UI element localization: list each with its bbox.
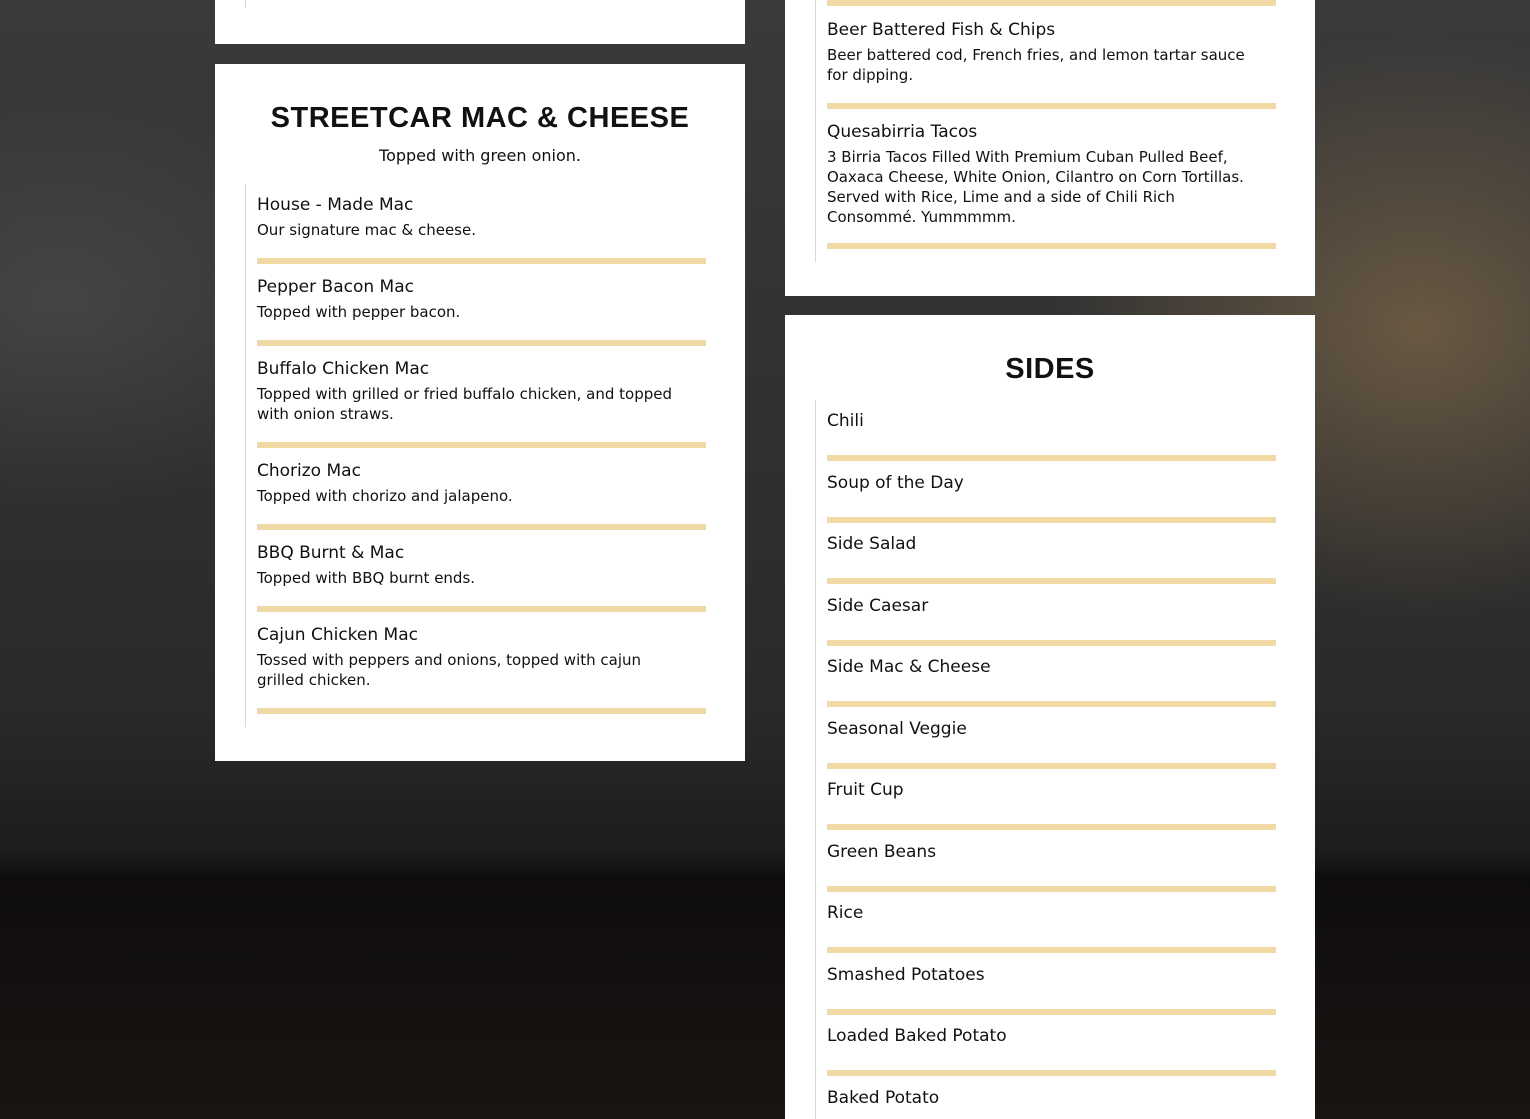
sides-card: [785, 315, 1315, 1119]
menu-item-list: [815, 0, 1275, 262]
previous-menu-card: [215, 0, 745, 44]
item-divider: [257, 524, 706, 530]
menu-item-name: Seasonal Veggie: [827, 718, 967, 739]
menu-item: [816, 646, 1275, 708]
menu-item: [816, 1077, 1275, 1117]
menu-item-name: Buffalo Chicken Mac: [257, 359, 430, 379]
menu-item-description: Topped with chorizo and jalapeno.: [257, 487, 513, 505]
menu-item-name: Quesabirria Tacos: [827, 122, 978, 142]
menu-item-name: Rice: [827, 903, 864, 923]
menu-item: [816, 1015, 1275, 1077]
item-divider: [827, 824, 1276, 830]
menu-item-name: Pepper Bacon Mac: [257, 277, 414, 297]
menu-item-name: Loaded Baked Potato: [827, 1026, 1007, 1046]
menu-item-name: Side Salad: [827, 534, 917, 554]
section-title: SIDES: [1005, 353, 1095, 385]
menu-item-name: Beer Battered Fish & Chips: [827, 20, 1056, 40]
item-divider: [827, 640, 1276, 646]
menu-item-name: House - Made Mac: [257, 195, 414, 215]
item-divider: [827, 243, 1276, 249]
item-divider: [827, 763, 1276, 769]
menu-item: [816, 108, 1275, 254]
item-divider: [827, 1009, 1276, 1015]
item-divider: [827, 578, 1276, 584]
menu-item: [246, 348, 705, 450]
menu-item: [816, 892, 1275, 954]
menu-item: [246, 266, 705, 348]
item-divider: [827, 517, 1276, 523]
menu-item-description: Beer battered cod, French fries, and lemon tartar sauce for dipping.: [827, 46, 1245, 84]
menu-item-description: Tossed with peppers and onions, topped with cajun grilled chicken.: [257, 651, 642, 689]
menu-item-name: Baked Potato: [827, 1087, 940, 1108]
menu-item: [816, 400, 1275, 462]
section-subtitle: Topped with green onion.: [379, 146, 581, 165]
item-divider: [827, 1070, 1276, 1076]
menu-item: [816, 585, 1275, 647]
menu-item-list: [245, 184, 705, 727]
menu-item-name: Smashed Potatoes: [827, 964, 985, 985]
item-divider: [257, 442, 706, 448]
menu-item-name: Chorizo Mac: [257, 461, 361, 481]
menu-item-description: 3 Birria Tacos Filled With Premium Cuban Pulled Beef, Oaxaca Cheese, White Onion, Cilantro on Corn Tortillas. Served with Rice, Lime and a side of Chili Rich Consommé. Yummmmm.: [827, 148, 1244, 226]
item-rule: [245, 0, 246, 8]
item-divider: [257, 340, 706, 346]
menu-item-name: Fruit Cup: [827, 780, 904, 800]
menu-item-name: Cajun Chicken Mac: [257, 625, 418, 645]
menu-item-description: Our signature mac & cheese.: [257, 221, 476, 239]
menu-item-description: Topped with BBQ burnt ends.: [257, 569, 476, 587]
menu-item: [246, 614, 705, 716]
item-divider: [257, 708, 706, 714]
menu-item: [246, 532, 705, 614]
menu-item: [246, 450, 705, 532]
item-divider: [827, 701, 1276, 707]
menu-item-name: Green Beans: [827, 841, 937, 862]
menu-item-name: Soup of the Day: [827, 472, 964, 493]
menu-item: [816, 523, 1275, 585]
menu-item-name: BBQ Burnt & Mac: [257, 543, 405, 563]
menu-item: [816, 769, 1275, 831]
item-divider: [257, 606, 706, 612]
menu-item-description: Topped with pepper bacon.: [257, 303, 461, 321]
menu-item: [816, 954, 1275, 1016]
menu-item-list: [815, 400, 1275, 1119]
item-divider: [827, 455, 1276, 461]
menu-item: [816, 6, 1275, 108]
mac-and-cheese-card: [215, 64, 745, 761]
menu-item: [816, 462, 1275, 524]
item-divider: [827, 947, 1276, 953]
menu-item-description: Topped with grilled or fried buffalo chicken, and topped with onion straws.: [257, 385, 672, 423]
menu-item-name: Chili: [827, 411, 864, 431]
menu-item: [816, 708, 1275, 770]
menu-item: [816, 831, 1275, 893]
item-divider: [827, 886, 1276, 892]
item-divider: [257, 258, 706, 264]
menu-item-name: Side Mac & Cheese: [827, 657, 991, 677]
menu-item-name: Side Caesar: [827, 595, 929, 616]
section-title: STREETCAR MAC & CHEESE: [270, 102, 690, 134]
menu-item: [246, 184, 705, 266]
entrees-card: [785, 0, 1315, 296]
